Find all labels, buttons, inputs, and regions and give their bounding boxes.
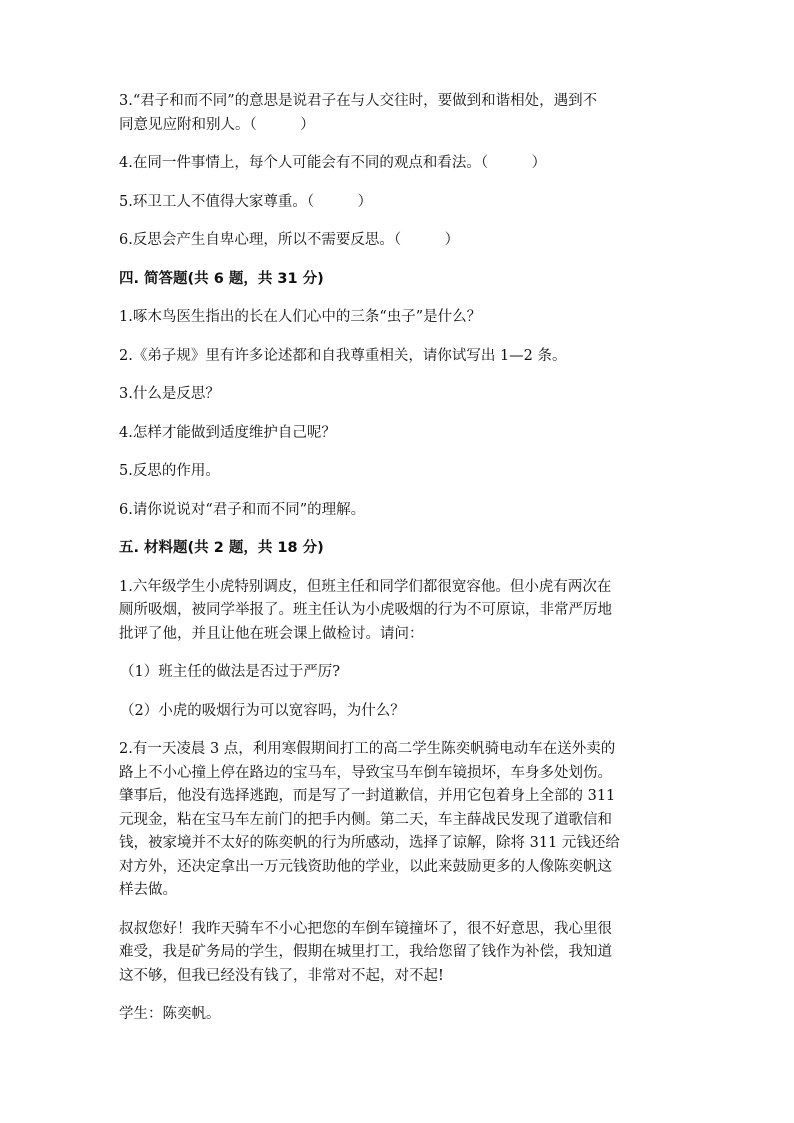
short-answer-item-3: 3.什么是反思？ (119, 386, 220, 402)
short-answer-item-1: 1.啄木鸟医生指出的长在人们心中的三条“虫子”是什么？ (119, 309, 482, 325)
material-q2-line3: 肇事后，他没有选择逃跑，而是写了一封道歉信，并用它包着身上全部的 311 (119, 788, 616, 804)
judgement-item-4: 4.在同一件事情上，每个人可能会有不同的观点和看法。（ ） (119, 155, 547, 171)
material-q1-line3: 批评了他，并且让他在班会课上做检讨。请问： (119, 625, 424, 642)
material-q2-line4: 元现金，粘在宝马车左前门的把手内侧。第二天，车主薛战民发现了道歌信和 (119, 811, 612, 828)
material-q1-line1: 1.六年级学生小虎特别调皮，但班主任和同学们都很宽容他。但小虎有两次在 (119, 578, 612, 595)
letter-signature: 学生：陈奕帆。 (119, 1006, 221, 1022)
short-answer-item-4: 4.怎样才能做到适度维护自己呢？ (119, 424, 336, 441)
material-q1-sub1: （1）班主任的做法是否过于严厉? (120, 664, 340, 680)
letter-line2: 难受，我是矿务局的学生，假期在城里打工，我给您留了钱作为补偿，我知道 (119, 944, 612, 960)
material-q2-line6: 对方外，还决定拿出一万元钱资助他的学业，以此来鼓励更多的人像陈奕帆这 (119, 858, 612, 875)
letter-line1: 叔叔您好！我昨天骑车不小心把您的车倒车镜撞坏了，很不好意思，我心里很 (119, 920, 612, 937)
judgement-item-5: 5.环卫工人不值得大家尊重。（ ） (119, 193, 373, 210)
material-q1-sub2: （2）小虎的吸烟行为可以宽容吗，为什么？ (120, 702, 405, 719)
material-q2-line1: 2.有一天凌晨 3 点，利用寒假期间打工的高二学生陈奕帆骑电动车在送外卖的 (119, 741, 616, 757)
letter-line3: 这不够，但我已经没有钱了，非常对不起，对不起! (119, 967, 444, 984)
material-q2-line7: 样去做。 (119, 882, 177, 898)
material-q2-line5: 钱，被家境并不太好的陈奕帆的行为所感动，选择了谅解，除将 311 元钱还给 (119, 835, 620, 851)
section-5-heading: 五. 材料题(共 2 题，共 18 分) (119, 540, 324, 556)
short-answer-item-2: 2.《弟子规》里有许多论述都和自我尊重相关，请你试写出 1—2 条。 (119, 347, 567, 364)
material-q2-line2: 路上不小心撞上停在路边的宝马车，导致宝马车倒车镜损坏，车身多处划伤。 (119, 764, 612, 781)
short-answer-item-6: 6.请你说说对“君子和而不同”的理解。 (119, 501, 366, 518)
short-answer-item-5: 5.反思的作用。 (119, 463, 220, 479)
document-page (119, 90, 679, 1027)
judgement-item-3-line2: 同意见应附和别人。（ ） (119, 116, 315, 133)
section-4-heading: 四. 简答题(共 6 题，共 31 分) (119, 270, 324, 287)
material-q1-line2: 厕所吸烟，被同学举报了。班主任认为小虎吸烟的行为不可原谅，非常严厉地 (119, 602, 612, 618)
judgement-item-6: 6.反思会产生自卑心理，所以不需要反思。（ ） (119, 232, 460, 248)
judgement-item-3-line1: 3.“君子和而不同”的意思是说君子在与人交往时，要做到和谐相处，遇到不 (119, 93, 598, 109)
